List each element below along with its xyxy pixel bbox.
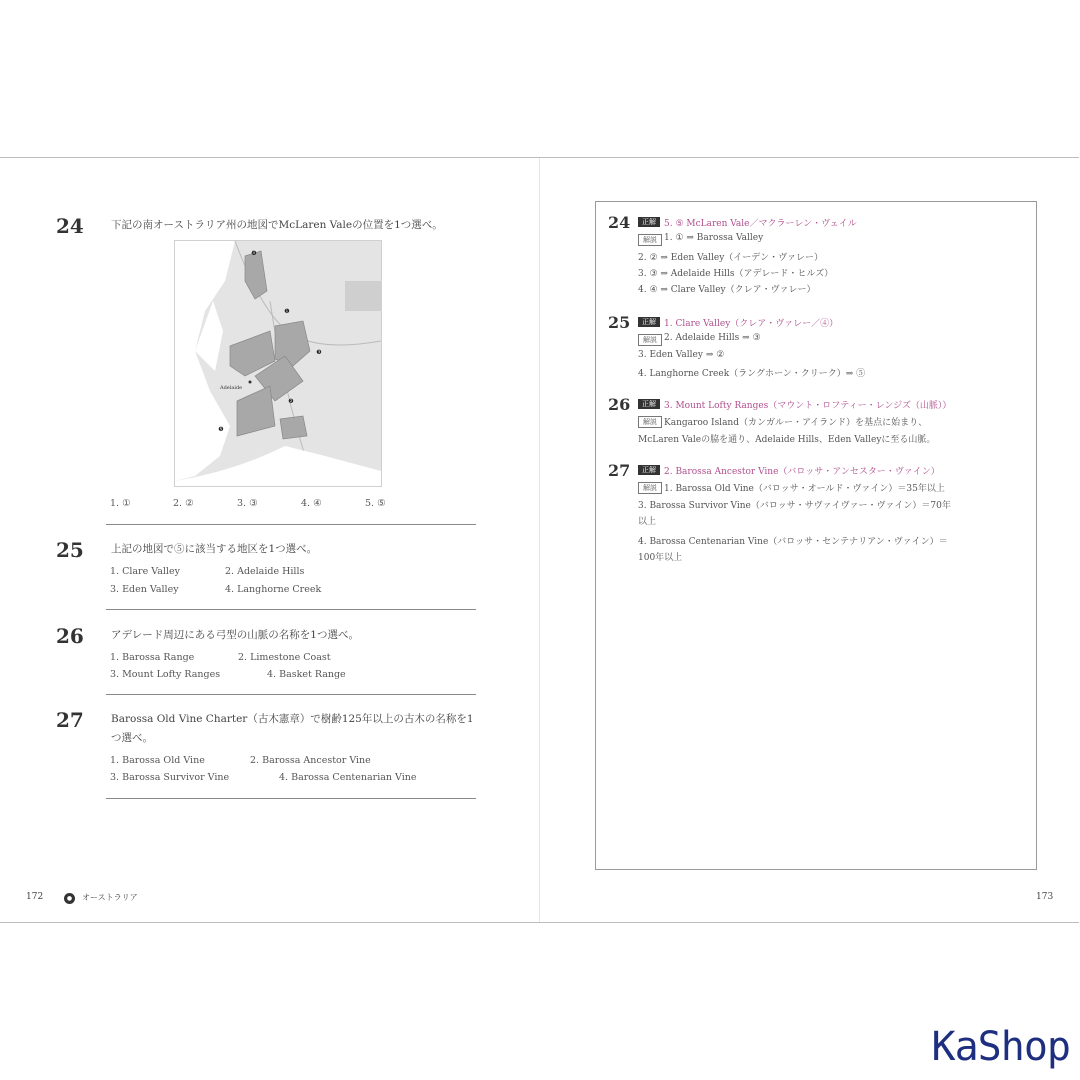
correct-badge: 正解 bbox=[638, 217, 660, 227]
explanation-line: 4. ④ ⇒ Clare Valley（クレア・ヴァレー） bbox=[638, 285, 816, 295]
explanation-line: 3. Eden Valley ⇒ ② bbox=[638, 350, 725, 360]
explanation-line: 1. ① ⇒ Barossa Valley bbox=[664, 233, 764, 243]
map-graphic bbox=[175, 241, 381, 486]
divider bbox=[106, 609, 476, 610]
explanation-line: McLaren Valeの脇を通り、Adelaide Hills、Eden Valleyに至る山脈。 bbox=[638, 435, 936, 445]
question-text: 下記の南オーストラリア州の地図でMcLaren Valeの位置を1つ選べ。 bbox=[111, 219, 443, 231]
option[interactable]: 1. Clare Valley bbox=[110, 566, 180, 577]
option[interactable]: 2. Adelaide Hills bbox=[225, 566, 305, 577]
option[interactable]: 4. Basket Range bbox=[267, 669, 346, 680]
explanation-line: 100年以上 bbox=[638, 553, 683, 563]
answer-text: 3. Mount Lofty Ranges（マウント・ロフティー・レンジズ（山脈）） bbox=[664, 401, 952, 411]
gutter bbox=[539, 158, 540, 922]
explanation-line: 2. Adelaide Hills ⇒ ③ bbox=[664, 333, 761, 343]
option[interactable]: 2. Barossa Ancestor Vine bbox=[250, 755, 371, 766]
option[interactable]: 5. ⑤ bbox=[365, 498, 386, 509]
map-marker: ❺ bbox=[218, 426, 224, 433]
explanation-badge: 解説 bbox=[638, 334, 662, 346]
option[interactable]: 4. ④ bbox=[301, 498, 322, 509]
question-number: 25 bbox=[56, 538, 84, 562]
explanation-line: 4. Langhorne Creek（ラングホーン・クリーク）⇒ ⑤ bbox=[638, 369, 866, 379]
question-number: 24 bbox=[56, 214, 84, 238]
option[interactable]: 4. Barossa Centenarian Vine bbox=[279, 772, 417, 783]
explanation-badge: 解説 bbox=[638, 416, 662, 428]
map-city-label: Adelaide bbox=[220, 385, 243, 391]
book-spread bbox=[0, 157, 1079, 923]
option[interactable]: 2. Limestone Coast bbox=[238, 652, 331, 663]
question-text: 上記の地図で⑤に該当する地区を1つ選べ。 bbox=[111, 543, 318, 555]
question-number: 26 bbox=[56, 624, 84, 648]
explanation-badge: 解説 bbox=[638, 234, 662, 246]
chapter-title: オーストラリア bbox=[82, 893, 138, 902]
map-marker: ❶ bbox=[284, 308, 290, 315]
divider bbox=[106, 798, 476, 799]
explanation-line: 4. Barossa Centenarian Vine（バロッサ・センテナリアン・ヴァイン）＝ bbox=[638, 537, 948, 547]
answer-number: 27 bbox=[608, 461, 631, 480]
correct-badge: 正解 bbox=[638, 317, 660, 327]
explanation-line: Kangaroo Island（カンガルー・アイランド）を基点に始まり、 bbox=[664, 418, 928, 428]
correct-badge: 正解 bbox=[638, 465, 660, 475]
answer-text: 5. ⑤ McLaren Vale／マクラーレン・ヴェイル bbox=[664, 219, 857, 229]
answer-text: 2. Barossa Ancestor Vine（バロッサ・アンセスター・ヴァイン） bbox=[664, 467, 940, 477]
option[interactable]: 3. ③ bbox=[237, 498, 258, 509]
option[interactable]: 3. Eden Valley bbox=[110, 584, 179, 595]
option[interactable]: 3. Barossa Survivor Vine bbox=[110, 772, 230, 783]
page-number-left: 172 bbox=[26, 892, 44, 902]
option[interactable]: 4. Langhorne Creek bbox=[225, 584, 322, 595]
explanation-line: 3. Barossa Survivor Vine（バロッサ・サヴァイヴァー・ヴァイン）＝70年 bbox=[638, 501, 951, 511]
explanation-line: 以上 bbox=[638, 517, 657, 527]
map-marker: ❸ bbox=[316, 349, 322, 356]
question-text: Barossa Old Vine Charter（古木憲章）で樹齢125年以上の古木の名称を1つ選べ。 bbox=[111, 713, 474, 744]
page-number-right: 173 bbox=[1036, 892, 1054, 902]
explanation-badge: 解説 bbox=[638, 482, 662, 494]
question-number: 27 bbox=[56, 708, 84, 732]
explanation-line: 1. Barossa Old Vine（バロッサ・オールド・ヴァイン）＝35年以上 bbox=[664, 484, 945, 494]
chapter-icon: ● bbox=[64, 893, 75, 904]
option[interactable]: 3. Mount Lofty Ranges bbox=[110, 669, 221, 680]
divider bbox=[106, 524, 476, 525]
answers-panel bbox=[595, 201, 1037, 870]
option[interactable]: 2. ② bbox=[173, 498, 194, 509]
option[interactable]: 1. ① bbox=[110, 498, 131, 509]
map-marker: ❹ bbox=[251, 250, 257, 257]
south-australia-map bbox=[174, 240, 382, 487]
divider bbox=[106, 694, 476, 695]
answer-number: 24 bbox=[608, 213, 631, 232]
option[interactable]: 1. Barossa Range bbox=[110, 652, 195, 663]
answer-text: 1. Clare Valley（クレア・ヴァレー／④） bbox=[664, 319, 839, 329]
explanation-line: 2. ② ⇒ Eden Valley（イーデン・ヴァレー） bbox=[638, 253, 824, 263]
answer-number: 25 bbox=[608, 313, 631, 332]
shop-watermark: KaShop bbox=[931, 1024, 1070, 1070]
correct-badge: 正解 bbox=[638, 399, 660, 409]
option[interactable]: 1. Barossa Old Vine bbox=[110, 755, 205, 766]
explanation-line: 3. ③ ⇒ Adelaide Hills（アデレード・ヒルズ） bbox=[638, 269, 834, 279]
map-marker: ❷ bbox=[288, 398, 294, 405]
question-text: アデレード周辺にある弓型の山脈の名称を1つ選べ。 bbox=[111, 629, 359, 641]
answer-number: 26 bbox=[608, 395, 631, 414]
